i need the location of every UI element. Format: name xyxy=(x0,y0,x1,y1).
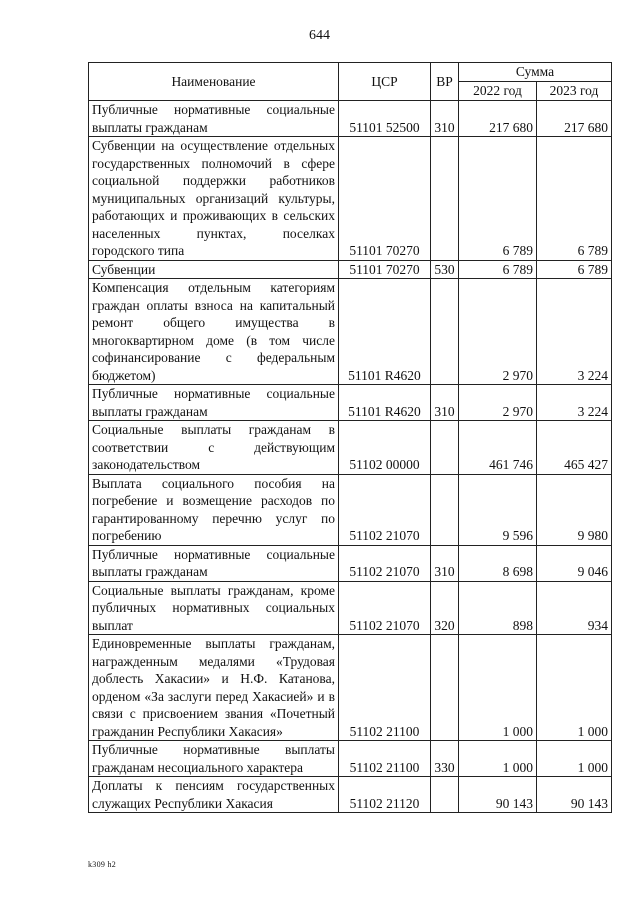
header-name: Наименование xyxy=(89,63,339,101)
cell-vr xyxy=(431,279,459,385)
cell-name: Субвенции xyxy=(89,260,339,279)
cell-csr: 51101 R4620 xyxy=(339,385,431,421)
cell-sum-2023: 90 143 xyxy=(537,777,612,813)
table-row xyxy=(89,545,612,581)
cell-sum-2023: 465 427 xyxy=(537,421,612,475)
cell-sum-2022: 9 596 xyxy=(459,474,537,545)
cell-name: Публичные нормативные социальные выплаты гражданам xyxy=(89,385,339,421)
cell-name: Социальные выплаты гражданам в соответствии с действующим законодательством xyxy=(89,421,339,475)
table-row xyxy=(89,137,612,261)
table-row xyxy=(89,421,612,475)
cell-sum-2023: 9 980 xyxy=(537,474,612,545)
cell-vr: 310 xyxy=(431,545,459,581)
cell-vr: 310 xyxy=(431,385,459,421)
cell-vr xyxy=(431,137,459,261)
table-header xyxy=(89,63,612,101)
cell-sum-2022: 461 746 xyxy=(459,421,537,475)
cell-sum-2022: 6 789 xyxy=(459,260,537,279)
cell-csr: 51101 70270 xyxy=(339,260,431,279)
cell-csr: 51102 21070 xyxy=(339,545,431,581)
cell-sum-2023: 3 224 xyxy=(537,279,612,385)
header-csr: ЦСР xyxy=(339,63,431,101)
header-year-2022: 2022 год xyxy=(459,82,537,101)
cell-sum-2023: 217 680 xyxy=(537,101,612,137)
cell-csr: 51102 21120 xyxy=(339,777,431,813)
table-row xyxy=(89,741,612,777)
cell-sum-2023: 6 789 xyxy=(537,137,612,261)
cell-name: Субвенции на осуществление отдельных государственных полномочий в сфере социальной поддержки работников муниципальных организаций культуры, работающих и проживающих в сельских населенных пунктах, поселках городского типа xyxy=(89,137,339,261)
cell-csr: 51102 21100 xyxy=(339,635,431,741)
budget-table-container xyxy=(88,62,611,813)
table-body xyxy=(89,101,612,813)
header-vr: ВР xyxy=(431,63,459,101)
cell-sum-2022: 217 680 xyxy=(459,101,537,137)
cell-sum-2022: 2 970 xyxy=(459,385,537,421)
table-row xyxy=(89,279,612,385)
cell-sum-2023: 1 000 xyxy=(537,741,612,777)
cell-vr xyxy=(431,474,459,545)
cell-name: Компенсация отдельным категориям граждан оплаты взноса на капитальный ремонт общего имущества в многоквартирном доме (в том числе софинансирование с федеральным бюджетом) xyxy=(89,279,339,385)
cell-csr: 51102 21100 xyxy=(339,741,431,777)
cell-name: Доплаты к пенсиям государственных служащих Республики Хакасия xyxy=(89,777,339,813)
cell-csr: 51102 21070 xyxy=(339,474,431,545)
cell-csr: 51101 52500 xyxy=(339,101,431,137)
cell-name: Публичные нормативные социальные выплаты гражданам xyxy=(89,101,339,137)
table-row xyxy=(89,474,612,545)
cell-sum-2022: 90 143 xyxy=(459,777,537,813)
cell-sum-2022: 2 970 xyxy=(459,279,537,385)
table-row xyxy=(89,635,612,741)
cell-vr: 320 xyxy=(431,581,459,635)
cell-name: Публичные нормативные социальные выплаты гражданам xyxy=(89,545,339,581)
cell-csr: 51102 21070 xyxy=(339,581,431,635)
table-row xyxy=(89,777,612,813)
table-row xyxy=(89,581,612,635)
cell-sum-2023: 934 xyxy=(537,581,612,635)
cell-sum-2022: 6 789 xyxy=(459,137,537,261)
cell-vr xyxy=(431,777,459,813)
table-row xyxy=(89,260,612,279)
header-sum: Сумма xyxy=(459,63,612,82)
cell-sum-2022: 1 000 xyxy=(459,635,537,741)
table-row xyxy=(89,101,612,137)
cell-sum-2023: 3 224 xyxy=(537,385,612,421)
page-number: 644 xyxy=(309,28,330,43)
cell-vr: 310 xyxy=(431,101,459,137)
cell-name: Социальные выплаты гражданам, кроме публичных нормативных социальных выплат xyxy=(89,581,339,635)
cell-sum-2022: 898 xyxy=(459,581,537,635)
table-row xyxy=(89,385,612,421)
header-year-2023: 2023 год xyxy=(537,82,612,101)
cell-sum-2022: 8 698 xyxy=(459,545,537,581)
cell-vr: 330 xyxy=(431,741,459,777)
budget-table xyxy=(88,62,612,813)
cell-sum-2022: 1 000 xyxy=(459,741,537,777)
cell-vr xyxy=(431,421,459,475)
cell-vr: 530 xyxy=(431,260,459,279)
cell-csr: 51102 00000 xyxy=(339,421,431,475)
cell-name: Единовременные выплаты гражданам, награжденным медалями «Трудовая доблесть Хакасии» и Н.Ф. Катанова, орденом «За заслуги перед Хакасией» и в связи с присвоением звания «Почетный гражданин Республики Хакасия» xyxy=(89,635,339,741)
cell-sum-2023: 6 789 xyxy=(537,260,612,279)
cell-name: Выплата социального пособия на погребение и возмещение расходов по гарантированному перечню услуг по погребению xyxy=(89,474,339,545)
cell-sum-2023: 9 046 xyxy=(537,545,612,581)
cell-csr: 51101 R4620 xyxy=(339,279,431,385)
cell-csr: 51101 70270 xyxy=(339,137,431,261)
cell-vr xyxy=(431,635,459,741)
cell-name: Публичные нормативные выплаты гражданам несоциального характера xyxy=(89,741,339,777)
cell-sum-2023: 1 000 xyxy=(537,635,612,741)
footer-code: k309 h2 xyxy=(88,860,117,869)
